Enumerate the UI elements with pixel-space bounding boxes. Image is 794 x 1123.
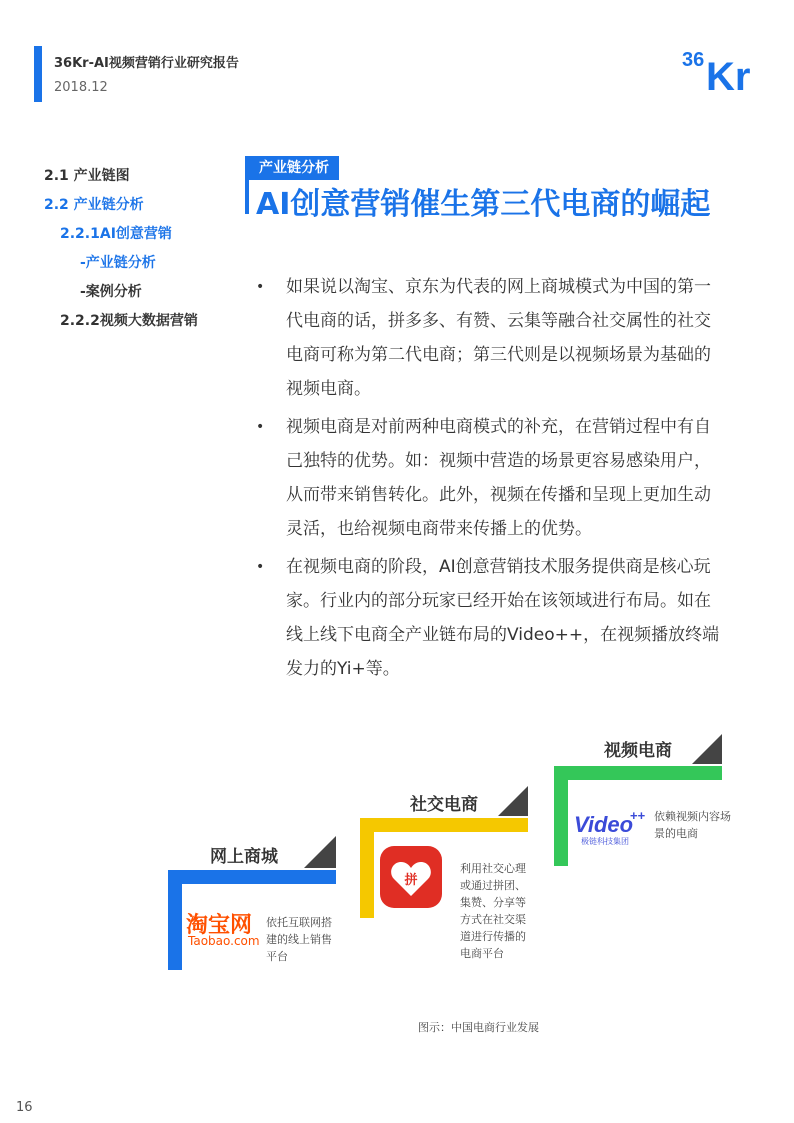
bullet-dot-icon: •: [256, 559, 265, 575]
bullet-list: [256, 270, 726, 690]
section-title: AI创意营销催生第三代电商的崛起: [256, 187, 711, 222]
step-corner-icon: [498, 786, 528, 816]
bullet-item: • 如果说以淘宝、京东为代表的网上商城模式为中国的第一代电商的话，拼多多、有赞、云集等融合社交属性的社交电商可称为第二代电商；第三代则是以视频场景为基础的视频电商。: [256, 270, 726, 406]
page-number: 16: [16, 1100, 33, 1115]
step-desc-social-commerce: 利用社交心理或通过拼团、集赞、分享等方式在社交渠道进行传播的电商平台: [460, 862, 526, 960]
nav-item-chain-analysis[interactable]: -产业链分析: [80, 255, 156, 271]
header-accent-bar: [34, 46, 42, 102]
nav-item-2-2-2[interactable]: 2.2.2视频大数据营销: [60, 313, 198, 329]
report-title: 36Kr-AI视频营销行业研究报告: [54, 56, 239, 71]
svg-text:Kr: Kr: [706, 55, 751, 94]
step-corner-icon: [304, 836, 336, 868]
svg-text:++: ++: [630, 808, 646, 823]
video-plus-logo-sub: 极链科技集团: [581, 837, 629, 846]
nav-item-2-1[interactable]: 2.1 产业链图: [44, 168, 130, 184]
nav-item-case-analysis[interactable]: -案例分析: [80, 284, 142, 300]
nav-item-2-2[interactable]: 2.2 产业链分析: [44, 197, 144, 213]
pinduoduo-heart-icon: [380, 846, 442, 908]
step-label-social-commerce: 社交电商: [410, 795, 478, 815]
section-tag: 产业链分析: [249, 156, 339, 180]
step-corner-icon: [692, 734, 722, 764]
bullet-item: • 在视频电商的阶段，AI创意营销技术服务提供商是核心玩家。行业内的部分玩家已经开始在该领域进行布局。如在线上线下电商全产业链布局的Video++，在视频播放终端发力的Yi+等。: [256, 550, 726, 686]
bullet-dot-icon: •: [256, 419, 265, 435]
taobao-logo: 淘宝网: [186, 913, 253, 938]
svg-text:36: 36: [682, 49, 705, 71]
step-desc-video-commerce: 依赖视频内容场景的电商: [654, 810, 731, 840]
36kr-logo: [682, 46, 764, 94]
step-desc-online-mall: 依托互联网搭建的线上销售平台: [266, 916, 332, 963]
report-date: 2018.12: [54, 80, 108, 95]
step-label-video-commerce: 视频电商: [604, 741, 672, 761]
step-label-online-mall: 网上商城: [210, 847, 278, 867]
chapter-nav: [44, 162, 234, 336]
figure-caption: 图示：中国电商行业发展: [418, 1021, 539, 1034]
svg-text:拼: 拼: [404, 873, 418, 888]
svg-text:Video: Video: [574, 812, 634, 837]
pinduoduo-logo: [380, 846, 442, 908]
bullet-dot-icon: •: [256, 279, 265, 295]
taobao-logo-sub: Taobao.com: [188, 934, 260, 948]
nav-item-2-2-1[interactable]: 2.2.1AI创意营销: [60, 226, 172, 242]
bullet-item: • 视频电商是对前两种电商模式的补充，在营销过程中有自己独特的优势。如：视频中营造的场景更容易感染用户，从而带来销售转化。此外，视频在传播和呈现上更加生动灵活，也给视频电商带来传播上的优势。: [256, 410, 726, 546]
